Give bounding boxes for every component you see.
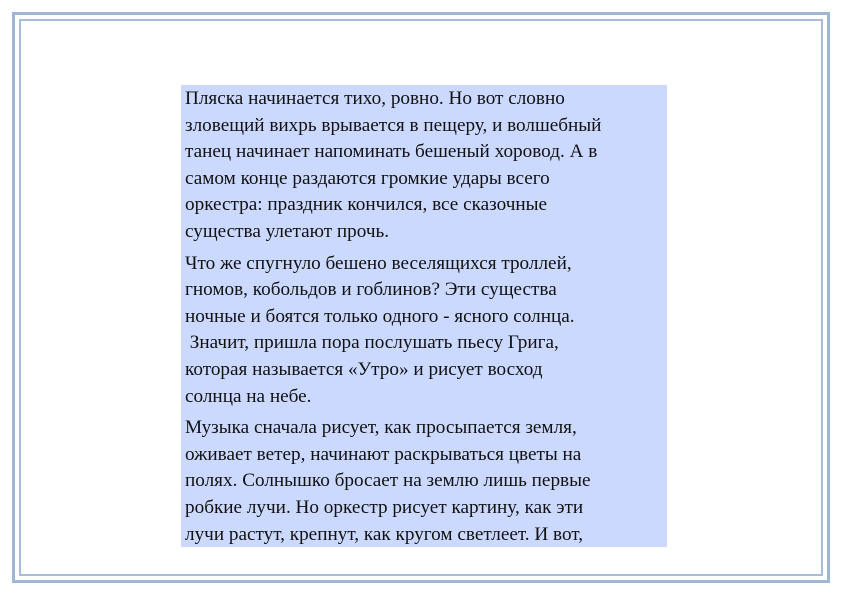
paragraph-3: Музыка сначала рисует, как просыпается земля, оживает ветер, начинают раскрываться цветы на полях. Солнышко бросает на землю лишь первые робкие лучи. Но оркестр рисует картину, как эти лучи растут, крепнут, как кругом светлеет. И вот,	[185, 417, 591, 545]
paragraph-2: Что же спугнуло бешено веселящихся троллей, гномов, кобольдов и гоблинов? Эти существа ночные и боятся только одного - ясного солнца. Значит, пришла пора послушать пьесу Грига, которая называется «Утро» и рисует восход солнца на небе.	[185, 252, 575, 407]
paragraph-1: Пляска начинается тихо, ровно. Но вот словно зловещий вихрь врывается в пещеру, и волшебный танец начинает напоминать бешеный хоровод. А в самом конце раздаются громкие удары всего оркестра: праздник кончился, все сказочные существа улетают прочь.	[185, 88, 602, 242]
text-box	[181, 85, 667, 547]
